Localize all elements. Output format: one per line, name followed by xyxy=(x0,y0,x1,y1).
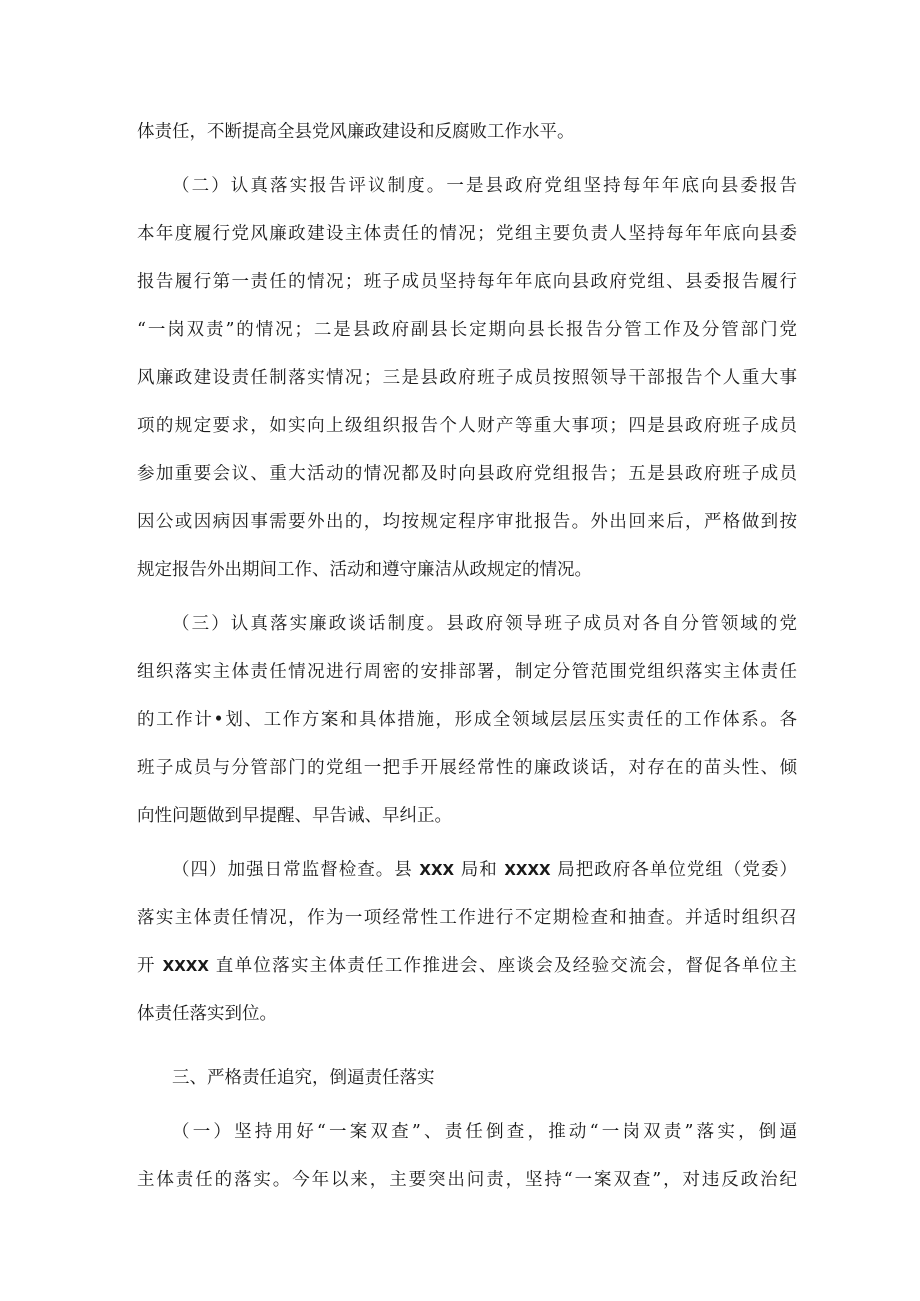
placeholder-code: XXX xyxy=(419,861,455,879)
text-line: 本年度履行党风廉政建设主体责任的情况；党组主要负责人坚持每年年底向县委 xyxy=(137,224,797,244)
text-line: 参加重要会议、重大活动的情况都及时向县政府党组报告；五是县政府班子成员 xyxy=(137,464,797,484)
placeholder-code: XXXX xyxy=(504,861,551,879)
text-line: 项的规定要求，如实向上级组织报告个人财产等重大事项；四是县政府班子成员 xyxy=(137,416,797,436)
text-line: （四）加强日常监督检查。县 XXX 局和 XXXX 局把政府各单位党组（党委） xyxy=(172,860,797,880)
text-line: 体责任，不断提高全县党风廉政建设和反腐败工作水平。 xyxy=(137,122,575,142)
section-heading: 三、严格责任追究，倒逼责任落实 xyxy=(172,1068,435,1088)
text-line: 体责任落实到位。 xyxy=(137,1004,277,1024)
text-line: 的工作计•划、工作方案和具体措施，形成全领域层层压实责任的工作体系。各 xyxy=(137,710,797,730)
text-line: （二）认真落实报告评议制度。一是县政府党组坚持每年年底向县委报告 xyxy=(172,176,797,196)
text-line: 因公或因病因事需要外出的，均按规定程序审批报告。外出回来后，严格做到按 xyxy=(137,512,797,532)
text-line: 主体责任的落实。今年以来，主要突出问责，坚持“一案双查”，对违反政治纪 xyxy=(137,1170,797,1190)
text-line: 开 XXXX 直单位落实主体责任工作推进会、座谈会及经验交流会，督促各单位主 xyxy=(137,956,797,976)
text-line: 落实主体责任情况，作为一项经常性工作进行不定期检查和抽查。并适时组织召 xyxy=(137,908,797,928)
text-line: 组织落实主体责任情况进行周密的安排部署，制定分管范围党组织落实主体责任 xyxy=(137,662,797,682)
text-line: （三）认真落实廉政谈话制度。县政府领导班子成员对各自分管领域的党 xyxy=(172,614,797,634)
text-line: 向性问题做到早提醒、早告诫、早纠正。 xyxy=(137,806,452,826)
text-line: 规定报告外出期间工作、活动和遵守廉洁从政规定的情况。 xyxy=(137,560,592,580)
text-line: （一）坚持用好“一案双查”、责任倒查，推动“一岗双责”落实，倒逼 xyxy=(172,1122,797,1142)
text-line: 班子成员与分管部门的党组一把手开展经常性的廉政谈话，对存在的苗头性、倾 xyxy=(137,758,797,778)
text-line: “一岗双责”的情况；二是县政府副县长定期向县长报告分管工作及分管部门党 xyxy=(137,320,797,340)
text-line: 报告履行第一责任的情况；班子成员坚持每年年底向县政府党组、县委报告履行 xyxy=(137,272,797,292)
placeholder-code: XXXX xyxy=(162,957,209,975)
text-line: 风廉政建设责任制落实情况；三是县政府班子成员按照领导干部报告个人重大事 xyxy=(137,368,797,388)
